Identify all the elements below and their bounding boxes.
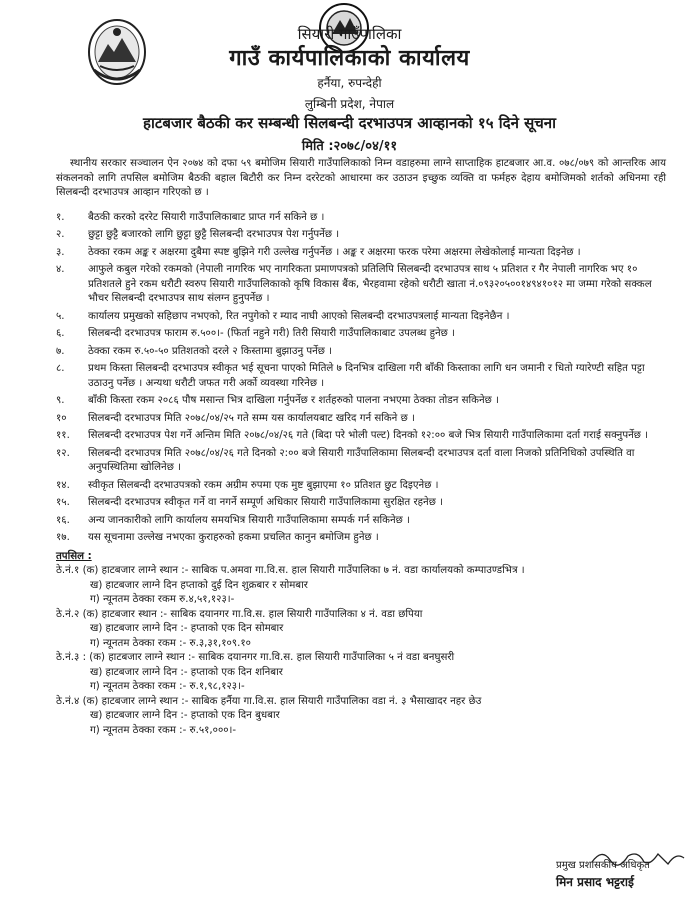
list-item bbox=[56, 345, 666, 360]
item-number: २. bbox=[56, 229, 65, 240]
item-text: बाँकी किस्ता रकम २०८६ पौष मसान्त भित्र दाखिला गर्नुपर्नेछ र शर्तहरुको पालना नभएमा ठेक्का तोडन सकिनेछ । bbox=[88, 395, 499, 406]
item-number: ३. bbox=[56, 246, 65, 258]
item-text: सिलबन्दी दरभाउपत्र फाराम रु.५००।- (फिर्ता नहुने गरी) तिरी सियारी गाउँपालिकाबाट उपलब्ध हुनेछ । bbox=[88, 328, 455, 339]
item-text: ठेक्का रकम रु.५०-५० प्रतिशतको दरले २ किस्तामा बुझाउनु पर्नेछ । bbox=[88, 345, 333, 357]
schedule-day: ख) हाटबजार लाग्ने दिन :- हप्ताको एक दिन बुधबार bbox=[90, 710, 280, 721]
item-text: कार्यालय प्रमुखको सहिछाप नभएको, रित नपुगेको र म्याद नाघी आएको सिलबन्दी दरभाउपत्रलाई मान्यता दिइनेछैन । bbox=[88, 310, 510, 322]
schedule-location: ठे.नं.२ (क) हाटबजार स्थान :- साबिक दयानगर गा.वि.स. हाल सियारी गाउँपालिका ४ नं. वडा छपिया bbox=[56, 608, 423, 620]
schedule-day: ख) हाटबजार लाग्ने दिन :- हप्ताको एक दिन सोमबार bbox=[90, 623, 284, 634]
item-number: ४. bbox=[56, 264, 65, 275]
list-item bbox=[56, 447, 666, 476]
province-line: लुम्बिनी प्रदेश, नेपाल bbox=[304, 97, 395, 111]
municipality-name: सियारी गाउँपालिका bbox=[297, 25, 402, 43]
list-item bbox=[56, 263, 666, 307]
item-text: छुट्टा छुट्टै बजारको लागि छुट्टा छुट्टै सिलबन्दी दरभाउपत्र पेश गर्नुपर्नेछ । bbox=[88, 229, 340, 240]
schedule-location: ठे.नं.४ (क) हाटबजार लाग्ने स्थान :- साबिक हर्नैया गा.वि.स. हाल सियारी गाउँपालिका वडा नं. ३ भैसाखादर नहर छेउ bbox=[56, 695, 482, 707]
item-text: बैठकी करको दररेट सियारी गाउँपालिकाबाट प्राप्त गर्न सकिने छ । bbox=[88, 211, 325, 223]
schedule-item bbox=[56, 608, 666, 652]
schedule-item bbox=[56, 564, 666, 608]
list-item bbox=[56, 394, 666, 409]
item-number: ६. bbox=[56, 328, 65, 339]
item-text: प्रथम किस्ता सिलबन्दी दरभाउपत्र स्वीकृत भई सूचना पाएको मितिले ७ दिनभित्र दाखिला गरी बाँकी किस्ताका लागि धन जमानी र धितो ग्यारेण्टी सहित पट्टा उठाउनु पर्नेछ । अन्यथा धरौटी जफत गरी अर्को व्यवस्था गरिनेछ । bbox=[88, 363, 645, 389]
schedule-day: ख) हाटबजार लाग्ने दिन हप्ताको दुई दिन शुक्रबार र सोमबार bbox=[90, 579, 308, 591]
list-item bbox=[56, 362, 666, 391]
schedule-item bbox=[56, 651, 666, 695]
schedule-location: ठे.नं.१ (क) हाटबजार लाग्ने स्थान :- साबिक प.अमवा गा.वि.स. हाल सियारी गाउँपालिका ७ नं. वडा कार्यालयको कम्पाउण्डभित्र । bbox=[56, 565, 525, 576]
schedule-amount: ग) न्यूनतम ठेक्का रकम :- रु.५१,०००।- bbox=[90, 724, 237, 736]
notice-title: हाटबजार बैठकी कर सम्बन्धी सिलबन्दी दरभाउपत्र आव्हानको १५ दिने सूचना bbox=[142, 114, 556, 132]
item-text: सिलबन्दी दरभाउपत्र पेश गर्ने अन्तिम मिति २०७८/०४/२६ गते (बिदा परे भोली पल्ट) दिनको १२:०० बजे भित्र सियारी गाउँपालिकामा दर्ता गराई सक्नुपर्नेछ । bbox=[88, 430, 649, 441]
list-item bbox=[56, 412, 666, 427]
list-item bbox=[56, 496, 666, 511]
schedule-item bbox=[56, 695, 666, 739]
item-text: आफुले कबुल गरेको रकमको (नेपाली नागरिक भए नागरिकता प्रमाणपत्रको प्रतिलिपि सिलबन्दी दरभाउपत्र साथ ५ प्रतिशत र गैर नेपाली नागरिक भए १० प्रतिशतले हुने रकम धरौटी स्वरुप सियारी गाउँपालिकाको कृषि विकास बैंक, भैरहवामा रहेको धरौटी खाता नं.०९३२०५००१४९४१०१२ मा जम्मा गरेको सक्कल भौचर सिलबन्दी दरभाउपत्र साथ संलग्न हुनुपर्नेछ । bbox=[88, 264, 652, 304]
schedule-amount: ग) न्यूनतम ठेक्का रकम :- रु.३,३१,१०९.१० bbox=[90, 637, 251, 649]
item-number: १० bbox=[56, 412, 67, 424]
list-item bbox=[56, 246, 666, 261]
signatory-name: मिन प्रसाद भट्टराई bbox=[556, 875, 634, 889]
office-address: हर्नैया, रुपन्देही bbox=[317, 76, 382, 90]
office-name: गाउँ कार्यपालिकाको कार्यालय bbox=[229, 46, 470, 71]
notice-body bbox=[56, 157, 666, 738]
list-item bbox=[56, 228, 666, 243]
schedule-heading: तपसिल : bbox=[56, 550, 92, 562]
item-number: ८. bbox=[56, 363, 65, 374]
item-text: ठेक्का रकम अङ्क र अक्षरमा दुबैमा स्पष्ट बुझिने गरी उल्लेख गर्नुपर्नेछ । अङ्क र अक्षरमा फरक परेमा अक्षरमा लेखेकोलाई मान्यता दिइनेछ । bbox=[88, 246, 581, 258]
list-item bbox=[56, 211, 666, 226]
item-number: ७. bbox=[56, 345, 65, 357]
notice-date: मिति :२०७८/०४/११ bbox=[301, 139, 398, 154]
item-number: १२. bbox=[56, 447, 70, 459]
list-item bbox=[56, 514, 666, 529]
item-text: सिलबन्दी दरभाउपत्र मिति २०७८/०४/२६ गते दिनको २:०० बजे सियारी गाउँपालिकामा सिलबन्दी दरभाउपत्र दर्ता वाला निजको प्रतिनिधिको उपस्थिति वा अनुपस्थितिमा खोलिनेछ । bbox=[88, 447, 635, 473]
conditions-list bbox=[56, 211, 666, 546]
list-item bbox=[56, 531, 666, 546]
item-number: १. bbox=[56, 211, 65, 223]
item-number: १७. bbox=[56, 532, 70, 543]
intro-paragraph: स्थानीय सरकार सञ्चालन ऐन २०७४ को दफा ५९ बमोजिम सियारी गाउँपालिकाको निम्न वडाहरुमा लाग्ने साप्ताहिक हाटबजार आ.व. ०७८/०७९ को आन्तरिक आय संकलनको लागि तपसिल बमोजिम बैठकी बहाल बिटौरी कर निम्न दररेटको आधारमा कर उठाउन इच्छुक व्यक्ति वा फर्महरु देहाय बमोजिमको शर्तको अधिनमा रही सिलबन्दी दरभाउपत्र आव्हान गरिएको छ । bbox=[56, 158, 666, 198]
schedule-amount: ग) न्यूनतम ठेक्का रकम :- रु.१,९८,१२३।- bbox=[90, 681, 245, 692]
list-item bbox=[56, 327, 666, 342]
item-text: यस सूचनामा उल्लेख नभएका कुराहरुको हकमा प्रचलित कानुन बमोजिम हुनेछ । bbox=[88, 532, 379, 543]
item-number: ११. bbox=[56, 430, 70, 441]
schedule-day: ख) हाटबजार लाग्ने दिन :- हप्ताको एक दिन शनिबार bbox=[90, 666, 283, 678]
signature-block bbox=[556, 858, 696, 890]
list-item bbox=[56, 479, 666, 494]
item-text: सिलबन्दी दरभाउपत्र स्वीकृत गर्ने वा नगर्ने सम्पूर्ण अधिकार सियारी गाउँपालिकामा सुरक्षित रहनेछ । bbox=[88, 497, 443, 508]
item-number: १४. bbox=[56, 479, 70, 491]
list-item bbox=[56, 429, 666, 444]
list-item bbox=[56, 310, 666, 325]
item-text: अन्य जानकारीको लागि कार्यालय समयभित्र सियारी गाउँपालिकामा सम्पर्क गर्न सकिनेछ । bbox=[88, 514, 410, 526]
item-number: १५. bbox=[56, 497, 70, 508]
item-number: ९. bbox=[56, 395, 65, 406]
item-text: स्वीकृत सिलबन्दी दरभाउपत्रको रकम अग्रीम रुपमा एक मुष्ट बुझाएमा १० प्रतिशत छुट दिइएनेछ । bbox=[88, 479, 439, 491]
item-number: १६. bbox=[56, 514, 70, 526]
schedule-location: ठे.नं.३ : (क) हाटबजार लाग्ने स्थान :- साबिक दयानगर गा.वि.स. हाल सियारी गाउँपालिका ५ नं वडा बनघुसरी bbox=[56, 652, 455, 663]
item-text: सिलबन्दी दरभाउपत्र मिति २०७८/०४/२५ गते सम्म यस कार्यालयबाट खरिद गर्न सकिने छ । bbox=[88, 412, 415, 424]
schedule-amount: ग) न्यूनतम ठेक्का रकम रु.४,५१,१२३।- bbox=[90, 594, 235, 605]
item-number: ५. bbox=[56, 310, 65, 322]
signatory-title: प्रमुख प्रशासकीय अधिकृत bbox=[556, 860, 650, 871]
schedule-list bbox=[56, 564, 666, 738]
